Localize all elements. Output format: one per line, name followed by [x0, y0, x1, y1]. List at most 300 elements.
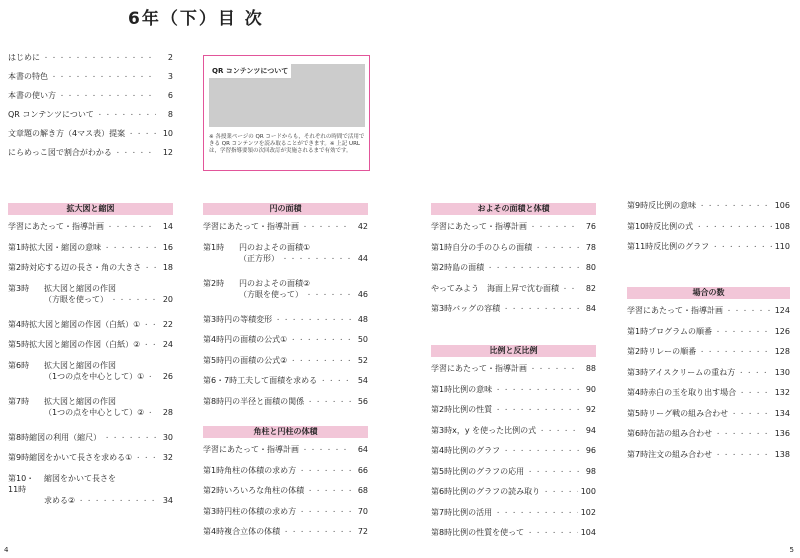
entry-label: x，y を使った比例の式: [452, 425, 537, 435]
entry-label: プログラムの順番: [648, 326, 713, 336]
leader-dots: [290, 335, 351, 344]
entry-page: 42: [357, 222, 368, 231]
leader-dots: [306, 290, 351, 299]
section-heading: 比例と反比例: [431, 345, 596, 357]
toc-entry: [203, 221, 368, 242]
leader-dots: [290, 356, 351, 365]
leader-dots: [43, 53, 156, 62]
section-heading: 場合の数: [627, 287, 790, 299]
entry-line-2: [8, 294, 173, 315]
entry-line-1: [8, 396, 173, 407]
leader-dots: [530, 222, 579, 231]
entry-label: 反比例の式: [653, 221, 694, 231]
section-heading: 円の面積: [203, 203, 368, 215]
entry-label: 縮図をかいて長さを: [44, 473, 116, 483]
toc-entry: [203, 506, 368, 527]
lesson-number: 第2時: [627, 347, 649, 356]
entry-label: 複合立体の体積: [224, 527, 281, 536]
leader-dots: [135, 453, 156, 462]
entry-page: 30: [162, 432, 173, 442]
lesson-number: 第10・11時: [8, 473, 35, 494]
entry-label: 拡大図と縮図の作図（白紙）②: [29, 340, 141, 349]
entry-label: QR コンテンツについて: [8, 110, 94, 119]
page-number-left: 4: [4, 546, 9, 554]
lesson-number: 第9時: [8, 453, 30, 462]
leader-dots: [302, 445, 351, 454]
entry-page: 46: [357, 289, 368, 299]
entry-page: 14: [162, 222, 173, 231]
toc-entry: [8, 128, 173, 147]
lesson-number: 第6・7時: [203, 376, 238, 385]
toc-entry: [203, 242, 368, 278]
lesson-number: 第5時: [203, 355, 225, 365]
entry-label: 比例の活用: [452, 507, 493, 517]
entry-label: 拡大図と縮図の作図: [44, 396, 116, 406]
leader-dots: [739, 388, 772, 397]
entry-page: 56: [357, 396, 368, 406]
toc-entry: [431, 303, 596, 324]
entry-page: 52: [357, 355, 368, 365]
lesson-number: 第5時: [627, 408, 649, 418]
lesson-number: 第11時: [627, 242, 654, 251]
entry-label: 拡大図と縮図の作図: [44, 283, 116, 293]
entry-line-1: [8, 283, 173, 294]
entry-page: 130: [774, 367, 790, 377]
toc-entry: [627, 387, 790, 408]
toc-entry: [8, 452, 173, 473]
leader-dots: [59, 91, 156, 100]
lesson-number: 第4時: [203, 527, 225, 536]
entry-label: 本書の使い方: [8, 91, 56, 100]
entry-label: にらめっこ図で割合がわかる: [8, 148, 112, 157]
lesson-number: 第6時: [8, 360, 30, 370]
entry-page: 20: [162, 294, 173, 304]
lesson-number: 第1時: [431, 384, 453, 394]
toc-entry: [203, 444, 368, 465]
entry-page: 108: [774, 221, 790, 231]
entry-page: 132: [774, 388, 790, 397]
leader-dots: [143, 340, 156, 349]
entry-label: アイスクリームの重ね方: [648, 367, 736, 377]
entry-line-1: [8, 360, 173, 371]
entry-label: いろいろな角柱の体積: [224, 486, 305, 495]
entry-page: 128: [774, 347, 790, 356]
lesson-number: 第1時: [203, 242, 225, 252]
entry-line-1: [8, 473, 173, 495]
leader-dots: [299, 466, 351, 475]
toc-entry: [431, 425, 596, 446]
entry-label: 比例の性質を使って: [452, 528, 525, 537]
entry-label-cont: （方眼を使って）: [44, 294, 108, 304]
toc-entry: [203, 314, 368, 335]
entry-label: 島の面積: [452, 263, 485, 272]
leader-dots: [696, 222, 772, 231]
lesson-number: 第2時: [203, 486, 225, 495]
lesson-number: 第6時: [627, 429, 649, 438]
lesson-number: 第7時: [431, 507, 453, 517]
toc-entry: [431, 507, 596, 528]
entry-label-cont: 求める②: [44, 495, 76, 505]
page-number-right: 5: [789, 546, 794, 554]
leader-dots: [78, 496, 156, 505]
toc-entry: [627, 449, 790, 470]
leader-dots: [495, 508, 578, 517]
toc-entry: [431, 445, 596, 466]
entry-page: 22: [162, 319, 173, 329]
lesson-number: 第4時: [627, 388, 649, 397]
lesson-number: 第8時: [8, 432, 30, 442]
entry-label: 拡大図と縮図の作図: [44, 360, 116, 370]
entry-page: 100: [580, 487, 596, 496]
toc-entry: [431, 466, 596, 487]
entry-page: 18: [162, 263, 173, 272]
leader-dots: [128, 129, 156, 138]
leader-dots: [715, 429, 772, 438]
toc-entry: [203, 278, 368, 314]
intro-list: [8, 52, 173, 166]
entry-label-cont: （1つの点を中心として）②: [44, 407, 145, 417]
entry-label: 赤白の玉を取り出す場合: [648, 388, 737, 397]
section-combinations: [627, 287, 790, 469]
section-approx-area: [431, 203, 596, 324]
entry-page: 90: [585, 384, 596, 394]
entry-page: 84: [585, 304, 596, 313]
toc-entry: [8, 221, 173, 242]
entry-label: 反比例のグラフ: [653, 242, 710, 251]
toc-entry: [203, 465, 368, 486]
leader-dots: [527, 467, 579, 476]
entry-label: 学習にあたって・指導計画: [8, 222, 104, 231]
entry-page: 138: [774, 449, 790, 459]
entry-page: 80: [585, 263, 596, 272]
lesson-number: 第3時: [431, 425, 453, 435]
entry-label: 拡大図・縮図の意味: [29, 242, 102, 252]
leader-dots: [97, 110, 156, 119]
entry-page: 66: [357, 465, 368, 475]
entry-label: 円柱の体積の求め方: [224, 506, 297, 516]
toc-entry: [627, 221, 790, 242]
lesson-number: 第3時: [627, 367, 649, 377]
toc-entry: [431, 363, 596, 384]
leader-dots: [51, 72, 156, 81]
leader-dots: [147, 372, 156, 381]
leader-dots: [503, 446, 579, 455]
toc-entry: [431, 262, 596, 283]
lesson-number: 第1時: [8, 242, 30, 252]
entry-page: 8: [167, 110, 173, 119]
entry-page: 44: [357, 253, 368, 263]
entry-page: 48: [357, 314, 368, 324]
lesson-number: 第1時: [203, 465, 225, 475]
leader-dots: [144, 263, 156, 272]
lesson-number: 第6時: [431, 487, 453, 496]
lesson-number: 第8時: [431, 528, 453, 537]
entry-page: 124: [774, 306, 790, 315]
toc-entry: [627, 346, 790, 367]
lesson-number: 第3時: [8, 283, 30, 293]
entry-label: 円の等積変形: [224, 314, 273, 324]
section-circle-area: [203, 203, 368, 416]
leader-dots: [282, 254, 351, 263]
entry-page: 54: [357, 376, 368, 385]
entry-label: 比例のグラフ: [452, 446, 501, 455]
toc-entry: [627, 326, 790, 347]
lesson-number: 第4時: [431, 446, 453, 455]
entry-label: 缶詰の組み合わせ: [648, 429, 713, 438]
entry-page: 78: [585, 242, 596, 252]
entry-page: 64: [357, 445, 368, 454]
leader-dots: [503, 304, 579, 313]
leader-dots: [147, 408, 156, 417]
section-prism-volume: [203, 426, 368, 547]
lesson-number: 第4時: [8, 319, 30, 329]
entry-page: 16: [162, 242, 173, 252]
toc-entry: [8, 432, 173, 453]
entry-page: 12: [162, 148, 173, 157]
entry-page: 26: [162, 371, 173, 381]
entry-line-1: [203, 242, 368, 253]
toc-entry: [627, 305, 790, 326]
entry-label: 拡大図と縮図の作図（白紙）①: [29, 319, 141, 329]
entry-label: 注文の組み合わせ: [648, 449, 713, 459]
entry-label: 円の面積の公式②: [224, 355, 288, 365]
entry-page: 68: [357, 486, 368, 495]
entry-line-2: [8, 371, 173, 392]
entry-page: 6: [167, 91, 173, 100]
toc-entry: [8, 147, 173, 166]
entry-label: 学習にあたって・指導計画: [431, 222, 527, 231]
lesson-number: 第5時: [431, 466, 453, 476]
entry-page: 72: [357, 527, 368, 536]
entry-label: 工夫して面積を求める: [237, 376, 318, 385]
entry-page: 92: [585, 405, 596, 414]
section-heading: 角柱と円柱の体積: [203, 426, 368, 438]
page-title: 6年（下）目 次: [128, 9, 264, 29]
leader-dots: [715, 327, 772, 336]
lesson-number: 第2時: [431, 263, 453, 272]
leader-dots: [107, 222, 156, 231]
toc-entry: [627, 428, 790, 449]
entry-label: 学習にあたって・指導計画: [431, 364, 527, 373]
leader-dots: [495, 405, 579, 414]
entry-label: 円の面積の公式①: [224, 335, 288, 344]
lesson-number: 第10時: [627, 221, 654, 231]
entry-line-2: [203, 289, 368, 310]
entry-label: 比例のグラフの読み取り: [452, 487, 541, 496]
lesson-number: 第2時: [431, 405, 453, 414]
lesson-number: 第7時: [8, 396, 30, 406]
lesson-number: 第5時: [8, 340, 30, 349]
leader-dots: [307, 486, 351, 495]
entry-page: 102: [580, 507, 596, 517]
entry-label: 比例の性質: [452, 405, 493, 414]
entry-label: 円の半径と面積の関係: [224, 396, 305, 406]
entry-label: 対応する辺の長さ・角の大きさ: [29, 263, 142, 272]
entry-page: 134: [774, 408, 790, 418]
toc-entry: [627, 241, 790, 262]
entry-label: 自分の手のひらの面積: [452, 242, 533, 252]
section-proportion-cont: [627, 200, 790, 262]
entry-page: 3: [167, 72, 173, 81]
entry-label: はじめに: [8, 53, 40, 62]
toc-entry: [203, 355, 368, 376]
section-proportion: [431, 345, 596, 548]
toc-entry: [8, 52, 173, 71]
section-heading: 拡大図と縮図: [8, 203, 173, 215]
toc-entry: [8, 396, 173, 432]
toc-entry: [627, 200, 790, 221]
leader-dots: [487, 263, 579, 272]
entry-label: 学習にあたって・指導計画: [203, 222, 299, 231]
leader-dots: [731, 409, 772, 418]
leader-dots: [495, 385, 579, 394]
entry-page: 94: [585, 425, 596, 435]
entry-page: 10: [162, 129, 173, 138]
toc-entry: [8, 360, 173, 396]
toc-entry: [8, 90, 173, 109]
leader-dots: [527, 528, 578, 537]
leader-dots: [738, 368, 771, 377]
lesson-number: 第8時: [203, 396, 225, 406]
toc-entry: [431, 404, 596, 425]
entry-page: 106: [774, 201, 790, 210]
leader-dots: [275, 315, 351, 324]
leader-dots: [715, 450, 772, 459]
toc-entry: [203, 396, 368, 417]
toc-entry: [431, 384, 596, 405]
entry-label: 比例の意味: [452, 384, 493, 394]
toc-entry: [431, 283, 596, 304]
entry-line-2: [8, 495, 173, 516]
qr-box-title: QR コンテンツについて: [209, 64, 291, 78]
lesson-number: 第4時: [203, 335, 225, 344]
toc-entry: [8, 473, 173, 509]
entry-line-2: [8, 407, 173, 428]
entry-label: 円のおよその面積①: [239, 242, 311, 252]
leader-dots: [307, 397, 351, 406]
leader-dots: [543, 487, 578, 496]
entry-page: 50: [357, 335, 368, 344]
section-enlarged-reduced: [8, 203, 173, 509]
entry-page: 28: [162, 407, 173, 417]
entry-label: リレーの順番: [648, 347, 697, 356]
toc-entry: [627, 367, 790, 388]
entry-label: 学習にあたって・指導計画: [203, 445, 299, 454]
leader-dots: [320, 376, 351, 385]
entry-label-cont: （方眼を使って）: [239, 289, 303, 299]
entry-line-2: [203, 253, 368, 274]
entry-label: 文章題の解き方（4マス表）提案: [8, 129, 126, 138]
entry-label: 比例のグラフの応用: [452, 466, 525, 476]
entry-page: 32: [162, 453, 173, 462]
toc-entry: [8, 242, 173, 263]
entry-label: リーグ戦の組み合わせ: [648, 408, 729, 418]
toc-entry: [8, 262, 173, 283]
leader-dots: [535, 243, 579, 252]
leader-dots: [104, 433, 156, 442]
entry-label: 反比例の意味: [648, 201, 697, 210]
leader-dots: [562, 284, 579, 293]
entry-page: 98: [585, 466, 596, 476]
lesson-number: 第2時: [203, 278, 225, 288]
entry-page: 88: [585, 364, 596, 373]
toc-entry: [431, 221, 596, 242]
entry-label: 学習にあたって・指導計画: [627, 306, 723, 315]
leader-dots: [699, 347, 772, 356]
toc-entry: [8, 71, 173, 90]
leader-dots: [143, 320, 156, 329]
toc-entry: [8, 319, 173, 340]
entry-label: 角柱の体積の求め方: [224, 465, 297, 475]
entry-page: 34: [162, 495, 173, 505]
toc-entry: [431, 527, 596, 548]
lesson-number: 第1時: [627, 326, 649, 336]
toc-entry: [8, 109, 173, 128]
toc-entry: [8, 283, 173, 319]
entry-label: バッグの容積: [452, 304, 501, 313]
entry-label-cont: （1つの点を中心として）①: [44, 371, 145, 381]
toc-entry: [627, 408, 790, 429]
leader-dots: [699, 201, 772, 210]
lesson-number: 第9時: [627, 201, 649, 210]
qr-image-placeholder: [209, 64, 365, 127]
qr-note: ※ 各授業ページの QR コードからも，それぞれの時間で活用できる QR コンテンツを読み取ることができます。※ 上記 URL は，学習指導要領の次回改訂が実施されるまで有効です。: [209, 134, 365, 154]
leader-dots: [104, 243, 156, 252]
entry-page: 2: [167, 53, 173, 62]
entry-label-cont: （正方形）: [239, 253, 279, 263]
leader-dots: [539, 426, 579, 435]
leader-dots: [283, 527, 351, 536]
entry-page: 82: [585, 283, 596, 293]
leader-dots: [299, 507, 351, 516]
leader-dots: [712, 242, 772, 251]
entry-page: 76: [585, 222, 596, 231]
toc-entry: [203, 334, 368, 355]
lesson-number: 第2時: [8, 263, 30, 272]
lesson-number: 第7時: [627, 449, 649, 459]
entry-label: 本書の特色: [8, 72, 48, 81]
entry-label: 縮図の利用（縮尺）: [29, 432, 102, 442]
toc-entry: [8, 339, 173, 360]
leader-dots: [726, 306, 772, 315]
leader-dots: [302, 222, 351, 231]
entry-label: やってみよう 海面上昇で沈む面積: [431, 283, 559, 293]
lesson-number: 第3時: [203, 506, 225, 516]
entry-page: 104: [580, 528, 596, 537]
entry-page: 136: [774, 429, 790, 438]
toc-entry: [431, 486, 596, 507]
entry-label: 円のおよその面積②: [239, 278, 311, 288]
entry-page: 110: [774, 242, 790, 251]
toc-entry: [203, 526, 368, 547]
leader-dots: [530, 364, 579, 373]
entry-line-1: [203, 278, 368, 289]
lesson-number: 第3時: [203, 314, 225, 324]
toc-entry: [431, 242, 596, 263]
leader-dots: [115, 148, 156, 157]
qr-info-box: [203, 55, 370, 171]
section-heading: およその面積と体積: [431, 203, 596, 215]
leader-dots: [111, 295, 156, 304]
toc-entry: [203, 485, 368, 506]
entry-label: 縮図をかいて長さを求める①: [29, 453, 133, 462]
lesson-number: 第1時: [431, 242, 453, 252]
entry-page: 70: [357, 506, 368, 516]
entry-page: 96: [585, 446, 596, 455]
entry-page: 126: [774, 326, 790, 336]
entry-page: 24: [162, 340, 173, 349]
lesson-number: 第3時: [431, 304, 453, 313]
